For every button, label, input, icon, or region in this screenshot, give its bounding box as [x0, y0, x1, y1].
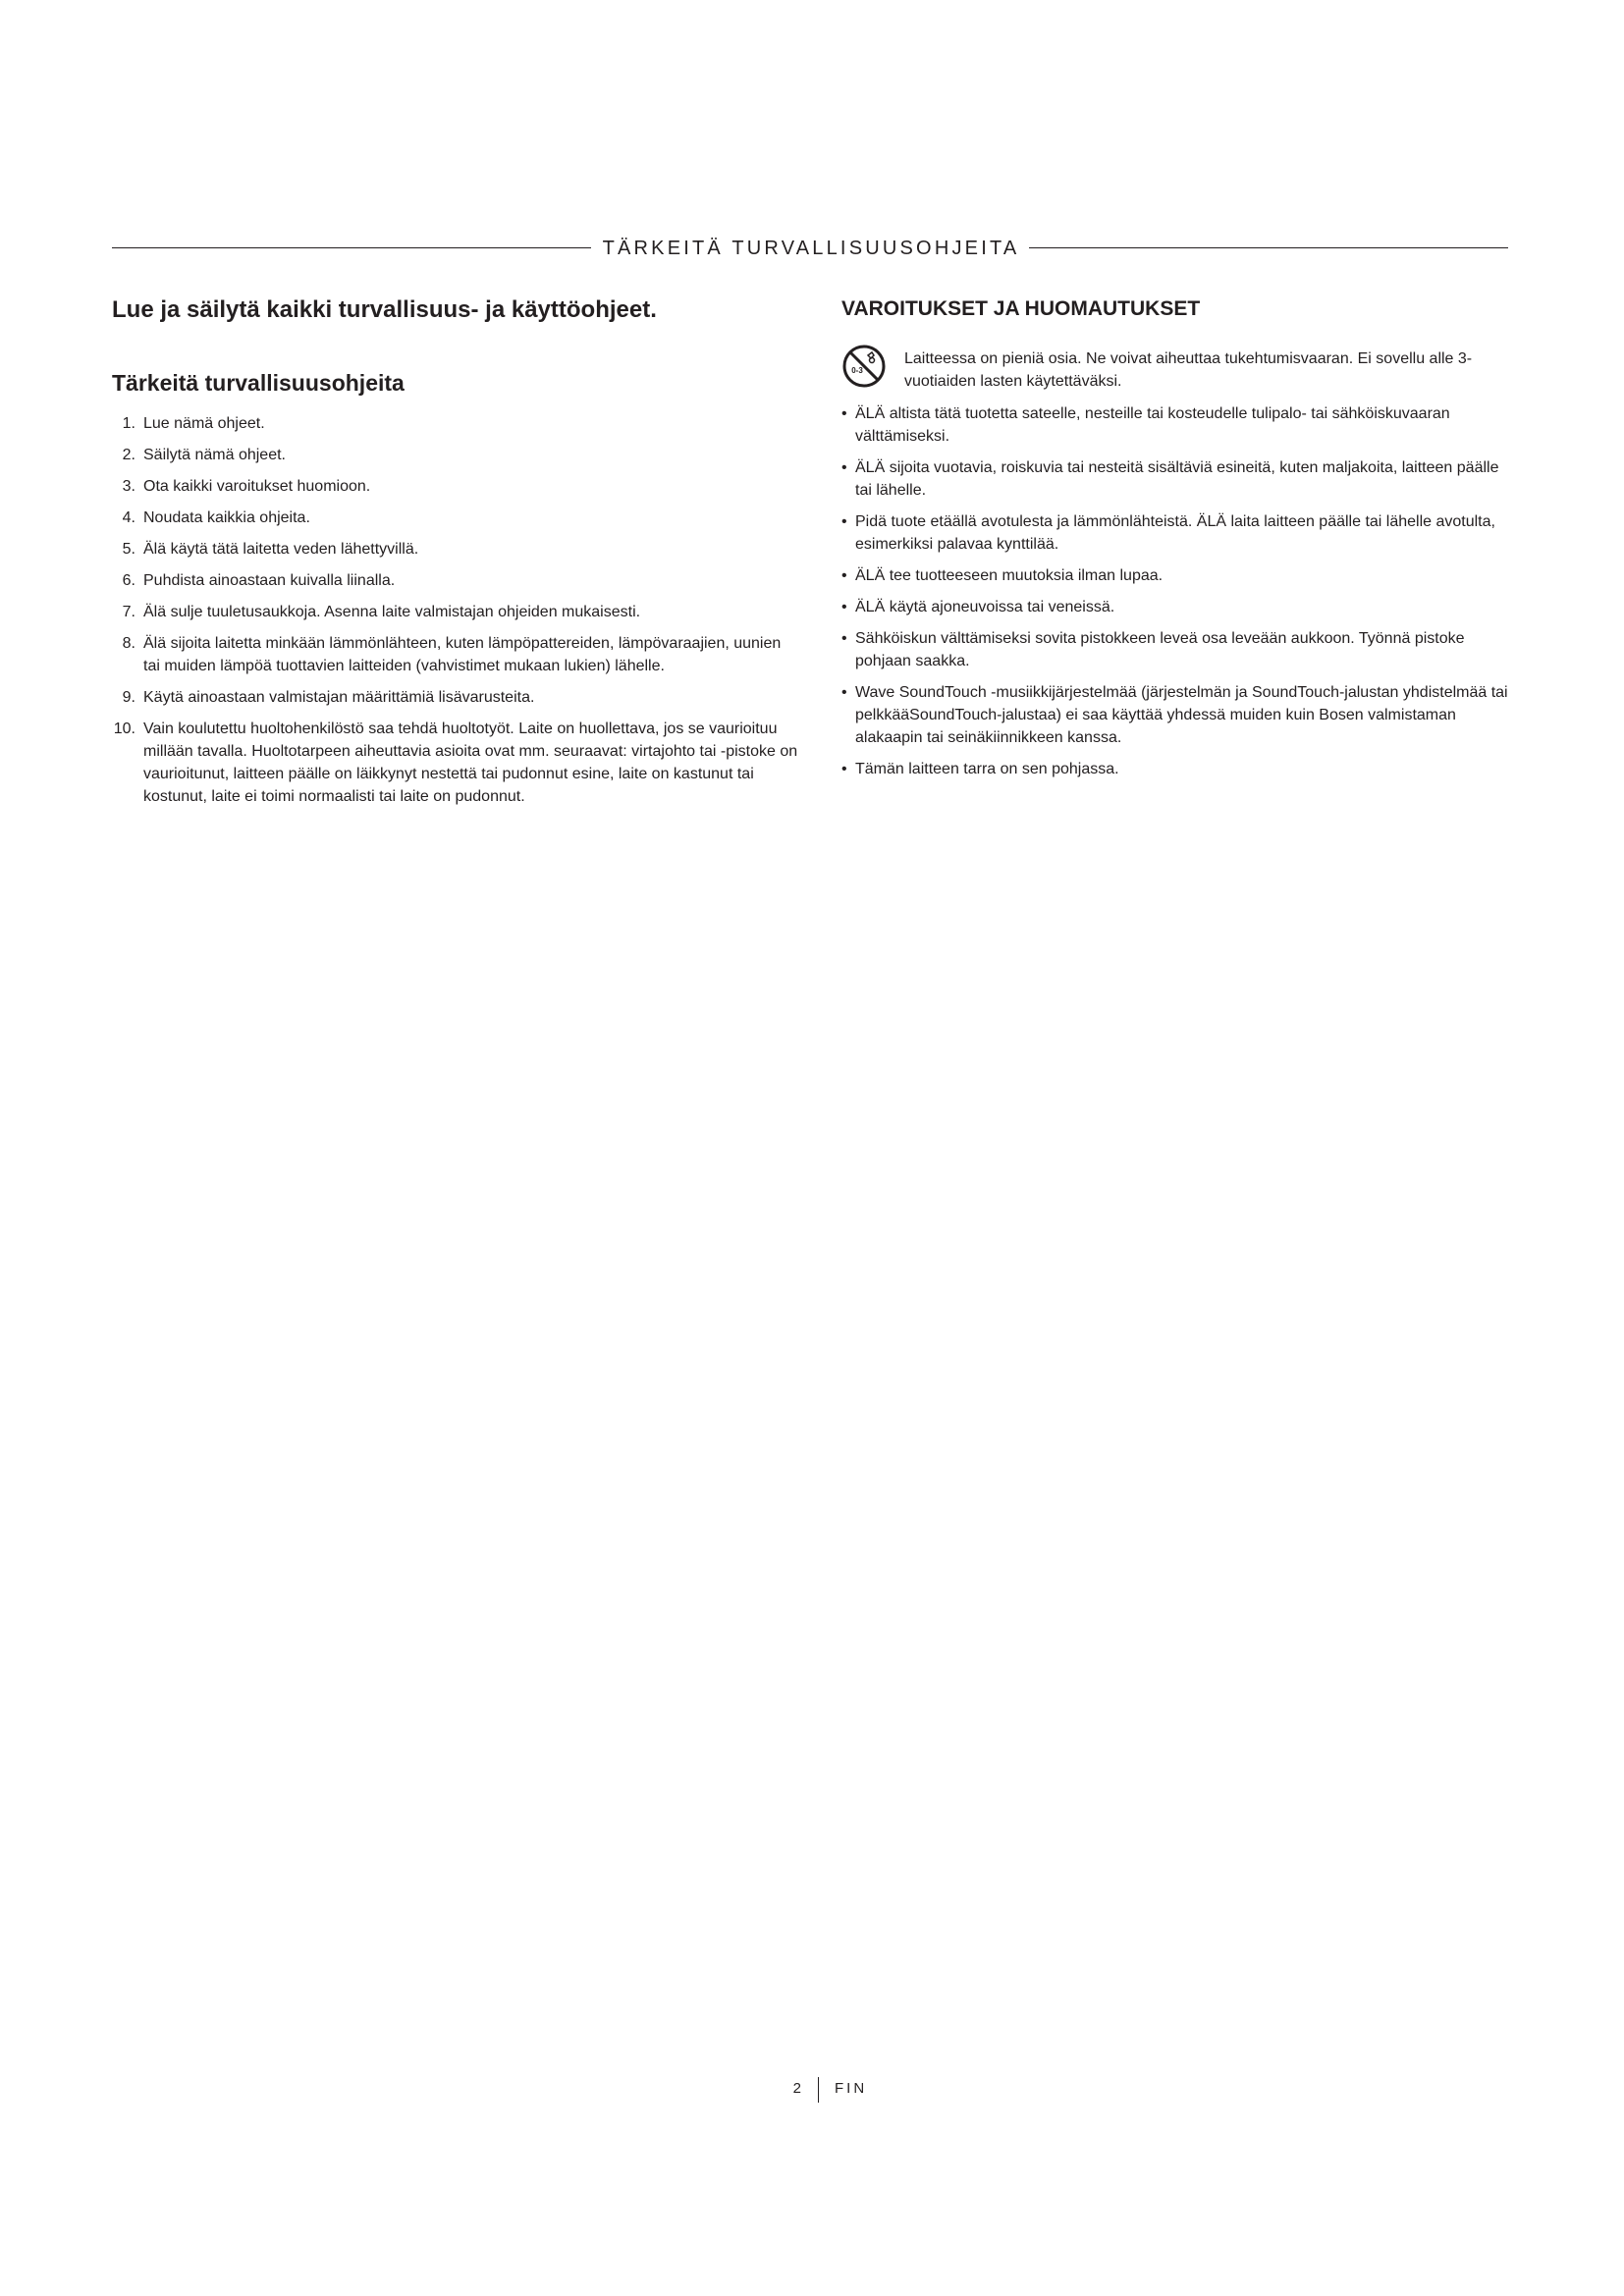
item-number: 4. [122, 509, 135, 526]
item-number: 9. [122, 689, 135, 706]
item-text: Älä sulje tuuletusaukkoja. Asenna laite valmistajan ohjeiden mukaisesti. [143, 604, 641, 620]
warning-item: • Sähköiskun välttämiseksi sovita pistokkeen leveä osa leveään aukkoon. Työnnä pistoke pohjaan saakka. [841, 627, 1509, 672]
warning-item: • ÄLÄ tee tuotteeseen muutoksia ilman lupaa. [841, 564, 1509, 587]
warnings-heading: VAROITUKSET JA HUOMAUTUKSET [841, 297, 1201, 320]
list-item [112, 507, 799, 529]
hazard-text: Laitteessa on pieniä osia. Ne voivat aiheuttaa tukehtumisvaaran. Ei sovellu alle 3-vuotiaiden lasten käytettäväksi. [904, 350, 1473, 390]
page-header [112, 236, 1508, 261]
language-code: FIN [835, 2080, 868, 2097]
right-column [841, 294, 1509, 789]
item-number: 10. [113, 721, 135, 737]
left-column [112, 294, 799, 817]
item-text: Noudata kaikkia ohjeita. [143, 509, 310, 526]
item-text: Älä sijoita laitetta minkään lämmönlähteen, kuten lämpöpattereiden, lämpövaraajien, uunien tai muiden lämpöä tuottavien laitteiden (vahvistimet mukaan lukien) lähelle. [143, 635, 782, 674]
list-item [112, 444, 799, 466]
warning-item: • ÄLÄ altista tätä tuotetta sateelle, nesteille tai kosteudelle tulipalo- tai sähköiskuvaaran välttämiseksi. [841, 402, 1509, 448]
list-item [112, 718, 799, 808]
item-number: 1. [122, 415, 135, 432]
warning-item: • Tämän laitteen tarra on sen pohjassa. [841, 758, 1509, 780]
item-number: 2. [122, 447, 135, 463]
list-item [112, 632, 799, 677]
item-text: Lue nämä ohjeet. [143, 415, 265, 432]
safety-instructions-list [112, 412, 799, 808]
item-text: Vain koulutettu huoltohenkilöstö saa tehdä huoltotyöt. Laite on huollettava, jos se vaurioituu millään tavalla. Huoltotarpeen aiheuttavia asioita ovat mm. seuraavat: virtajohto tai -pistoke on vaurioitunut, laitteen päälle on läikkynyt nestettä tai pudonnut esine, laite on kastunut tai kostunut, laite ei toimi normaalisti tai laite on pudonnut. [143, 721, 798, 805]
warnings-list [841, 402, 1509, 780]
main-heading: Lue ja säilytä kaikki turvallisuus- ja käyttöohjeet. [112, 296, 657, 323]
item-text: Puhdista ainoastaan kuivalla liinalla. [143, 572, 396, 589]
warning-item: • Pidä tuote etäällä avotulesta ja lämmönlähteistä. ÄLÄ laita laitteen päälle tai lähelle avotulta, esimerkiksi palavaa kynttilää. [841, 510, 1509, 556]
item-text: Käytä ainoastaan valmistajan määrittämiä lisävarusteita. [143, 689, 535, 706]
item-number: 3. [122, 478, 135, 495]
item-number: 8. [122, 635, 135, 652]
age-label: 0-3 [851, 366, 863, 375]
no-small-parts-icon [841, 344, 887, 389]
item-text: Älä käytä tätä laitetta veden lähettyvillä. [143, 541, 419, 558]
list-item [112, 412, 799, 435]
warning-item: • Wave SoundTouch -musiikkijärjestelmää (järjestelmän ja SoundTouch-jalustan yhdistelmää tai pelkkääSoundTouch-jalustaa) ei saa käyttää yhdessä muiden kuin Bosen valmistaman alakaapin tai seinäkiinnikkeen kanssa. [841, 681, 1509, 749]
header-rule-left [112, 247, 591, 248]
warning-item: • ÄLÄ käytä ajoneuvoissa tai veneissä. [841, 596, 1509, 618]
list-item [112, 569, 799, 592]
list-item [112, 686, 799, 709]
item-text: Ota kaikki varoitukset huomioon. [143, 478, 371, 495]
item-text: Säilytä nämä ohjeet. [143, 447, 286, 463]
warning-item: • ÄLÄ sijoita vuotavia, roiskuvia tai nesteitä sisältäviä esineitä, kuten maljakoita, laitteen päälle tai lähelle. [841, 456, 1509, 502]
safety-subheading: Tärkeitä turvallisuusohjeita [112, 370, 405, 396]
list-item [112, 475, 799, 498]
item-number: 7. [122, 604, 135, 620]
list-item [112, 538, 799, 561]
choking-hazard-notice [841, 344, 1509, 393]
item-number: 6. [122, 572, 135, 589]
page-number: 2 [792, 2080, 801, 2097]
page-footer [0, 2077, 1624, 2103]
footer-divider [818, 2077, 819, 2103]
item-number: 5. [122, 541, 135, 558]
list-item [112, 601, 799, 623]
header-rule-right [1029, 247, 1508, 248]
header-title: TÄRKEITÄ TURVALLISUUSOHJEITA [602, 238, 1020, 259]
